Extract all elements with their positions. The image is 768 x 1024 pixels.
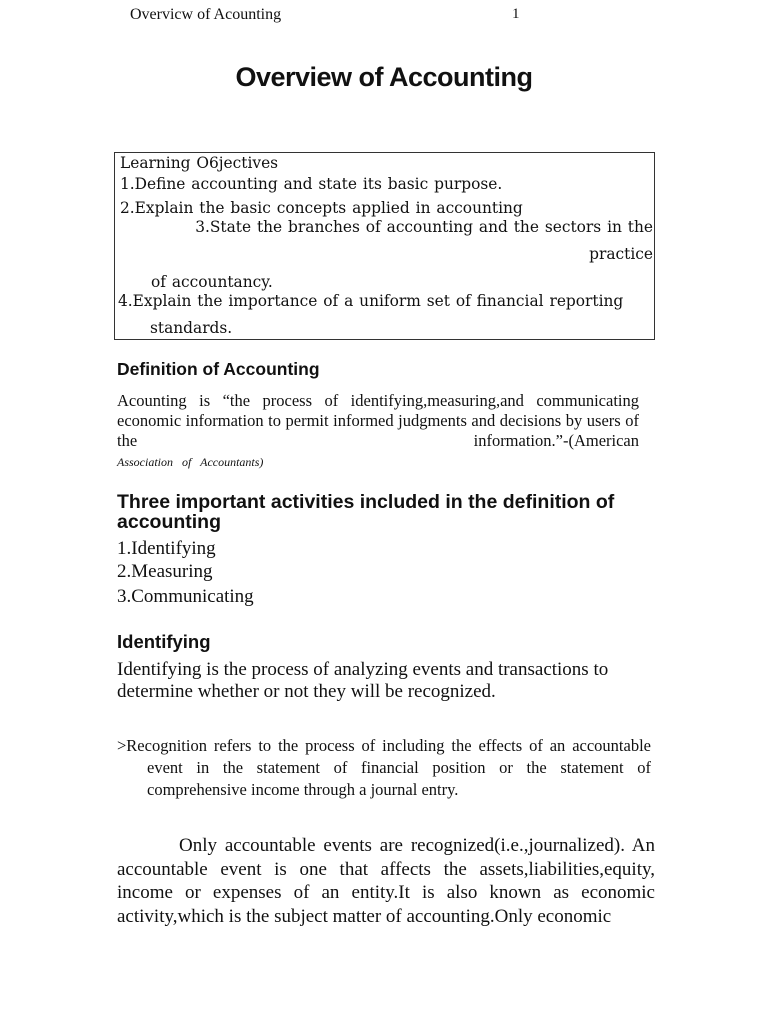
objective-3-line-3: of accountancy. [151, 273, 273, 291]
activity-item: 2.Measuring [117, 561, 213, 582]
objectives-heading: Learning O6jectives [120, 154, 279, 172]
page-number: 1 [512, 6, 520, 22]
identifying-heading: Identifying [117, 631, 211, 652]
activity-item: 1.Identifying [117, 538, 216, 559]
definition-source: Association of Accountants) [117, 455, 264, 469]
objective-4-line-1: 4.Explain the importance of a uniform set of financial reporting [118, 292, 624, 310]
identifying-text: Identifying is the process of analyzing events and transactions to determine whether or not they will be recognized. [117, 659, 609, 702]
document-title: Overview of Accounting [235, 62, 533, 92]
definition-text: Acounting is “the process of identifying,measuring,and communicating economic information to permit informed judgments and decisions by users of the information.”-(American [117, 391, 639, 450]
activities-heading: Three important activities included in the definition of accounting [117, 491, 615, 533]
running-header-title: Overvicw of Acounting [130, 6, 282, 23]
objective-2: 2.Explain the basic concepts applied in accounting [120, 199, 523, 217]
learning-objectives-box [114, 152, 655, 340]
recognition-text: >Recognition refers to the process of including the effects of an accountable event in the statement of financial position or the statement of comprehensive income through a journal entry. [117, 736, 651, 799]
accountable-event-text: Only accountable events are recognized(i.e.,journalized). An accountable event is one that affects the assets,liabilities,equity, income or expenses of an entity.It is also known as economic activity,which is the subject matter of accounting.Only economic [117, 835, 655, 927]
objective-3-line-2: practice [589, 245, 653, 263]
activity-item: 3.Communicating [117, 586, 254, 607]
definition-heading: Definition of Accounting [117, 359, 320, 379]
objective-3-line-1: 3.State the branches of accounting and the sectors in the [195, 218, 653, 236]
objective-4-line-2: standards. [150, 319, 233, 337]
objective-1: 1.Define accounting and state its basic purpose. [120, 175, 503, 193]
